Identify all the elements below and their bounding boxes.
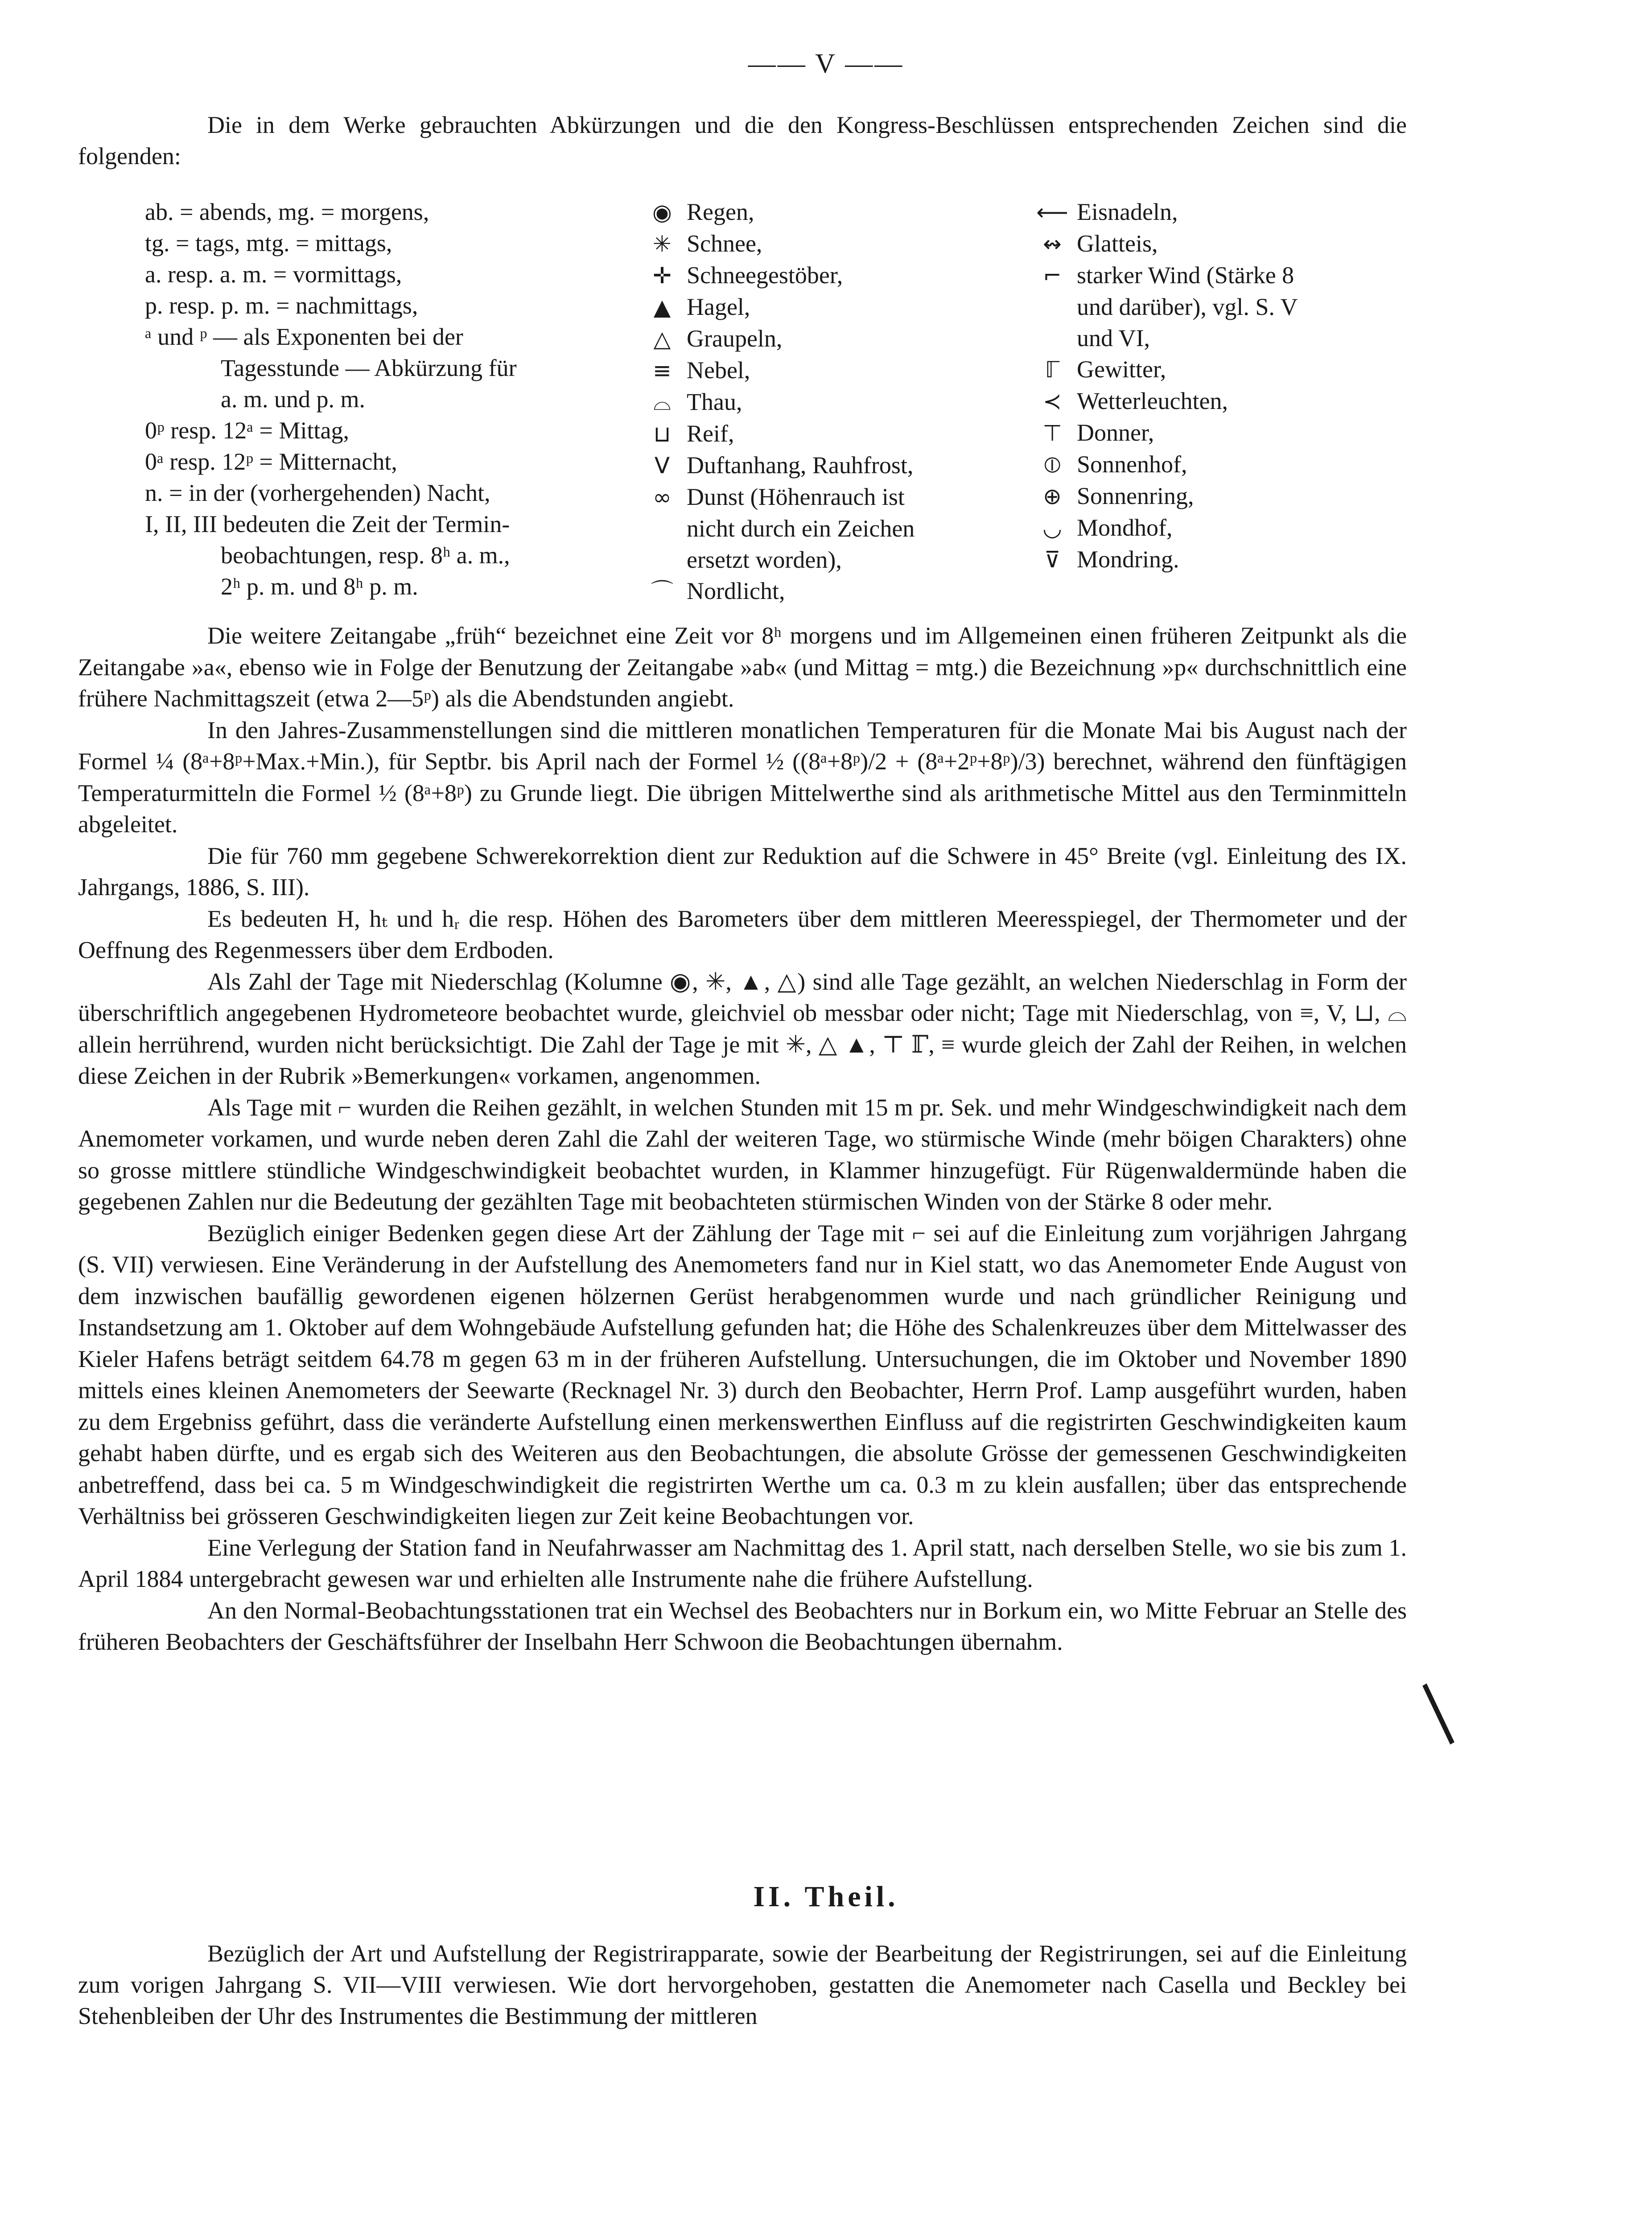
abbreviation-entry: a. m. und p. m. [221,386,365,413]
symbol-entry [1028,291,1429,322]
sheet-lightning-icon: ≺ [1043,388,1062,414]
symbol-label: Nordlicht, [687,578,785,604]
rime-icon: V [654,453,670,479]
symbol-entry [638,386,1083,418]
abbreviation-entry: ab. = abends, mg. = morgens, [145,198,429,225]
symbol-label: und darüber), vgl. S. V [1077,293,1298,320]
symbol-entry [1028,354,1429,385]
abbreviation-entry: 0ᵃ resp. 12ᵖ = Mitternacht, [145,448,397,475]
symbol-entry [1028,322,1429,354]
symbol-label: Mondhof, [1077,514,1173,541]
symbol-label: Schnee, [687,230,762,257]
symbol-label: nicht durch ein Zeichen [687,515,915,542]
abbreviation-entry: n. = in der (vorhergehenden) Nacht, [145,479,490,506]
abbreviation-entry: 2ʰ p. m. und 8ʰ p. m. [221,573,418,600]
page-number: —— V —— [748,49,904,79]
symbol-entry [638,513,1083,544]
lunar-corona-icon: ⊽ [1044,547,1061,573]
intro-text: Die in dem Werke gebrauchten Abkürzungen und die den Kongress-Beschlüssen entsprechenden Zeichen sind die folgenden: [78,112,1407,169]
symbol-entry [638,418,1083,450]
body-paragraph: An den Normal-Beobachtungsstationen trat ein Wechsel des Beobachters nur in Borkum ein, wo Mitte Februar an Stelle des früheren Beobachters der Geschäftsführer der Inselbahn Herr Schwoon die Beobachtungen übernahm. [78,1597,1407,1655]
symbol-entry [1028,385,1429,417]
symbol-label: Duftanhang, Rauhfrost, [687,452,914,479]
symbol-entry [1028,512,1429,544]
symbol-column-right [1028,196,1429,575]
symbol-label: Hagel, [687,293,750,320]
strong-wind-icon: ⌐ [1043,263,1062,289]
symbol-label: Schneegestöber, [687,262,843,289]
symbol-label: Dunst (Höhenrauch ist [687,483,905,510]
abbreviation-entry: 0ᵖ resp. 12ᵃ = Mittag, [145,417,349,444]
haze-icon: ∞ [653,484,672,510]
body-paragraph: Bezüglich einiger Bedenken gegen diese Art der Zählung der Tage mit ⌐ sei auf die Einleitung zum vorjährigen Jahrgang (S. VII) verwiesen. Eine Veränderung in der Aufstellung des Anemometers fand nur in Kiel statt, wo das Anemometer Ende August von dem inzwischen baufällig gewordenen eigenen hölzernen Gerüst herabgenommen wurde und nach gründlicher Reinigung und Instandsetzung am 1. Oktober auf dem Wohngebäude Aufstellung gefunden hat; die Höhe des Schalenkreuzes über dem Mittelwasser des Kieler Hafens beträgt seitdem 64.78 m gegen 63 m in der früheren Aufstellung. Untersuchungen, die im Oktober und November 1890 mittels eines kleinen Anemometers der Seewarte (Recknagel Nr. 3) durch den Beobachter, Herrn Prof. Lamp ausgeführt wurden, haben zu dem Ergebniss geführt, dass die veränderte Aufstellung einen merkenswerthen Einfluss auf die registrirten Geschwindigkeiten kaum gehabt haben dürfte, und es ergab sich des Weiteren aus den Beobachtungen, die absolute Grösse der gemessenen Geschwindigkeiten anbetreffend, dass bei ca. 5 m Windgeschwindigkeit die registrirten Werthe um ca. 0.3 m zu klein ausfallen; über das entsprechende Verhältniss bei grösseren Geschwindigkeiten liegen zur Zeit keine Beobachtungen vor. [78,1219,1407,1529]
body-paragraph: Eine Verlegung der Station fand in Neufahrwasser am Nachmittag des 1. April statt, nach derselben Stelle, wo sie bis zum 1. April 1884 untergebracht gewesen war und erhielten alle Instrumente nahe die frühere Aufstellung. [78,1534,1407,1592]
abbreviation-entry: beobachtungen, resp. 8ʰ a. m., [221,542,510,569]
solar-halo-icon: ⦶ [1044,452,1061,478]
symbol-entry [638,260,1083,291]
fog-icon: ≡ [653,358,672,384]
symbol-label: Thau, [687,388,742,415]
solar-corona-icon: ⊕ [1043,483,1062,509]
hail-icon: ▲ [653,294,671,320]
symbol-label: Sonnenring, [1077,483,1194,509]
abbreviation-legend [78,196,1416,604]
thunder-icon: ⊤ [1042,420,1062,446]
symbol-label: Glatteis, [1077,230,1158,257]
symbol-label: starker Wind (Stärke 8 [1077,262,1294,289]
symbol-entry [1028,480,1429,512]
abbreviation-entry: I, II, III bedeuten die Zeit der Termin- [145,511,510,537]
symbol-label: Mondring. [1077,546,1179,573]
symbol-label: Regen, [687,198,754,225]
thunderstorm-icon: ℾ [1045,357,1060,383]
symbol-entry [638,291,1083,323]
abbreviation-entry: p. resp. p. m. = nachmittags, [145,292,418,319]
symbol-label: Reif, [687,420,734,447]
abbreviation-entry: a. resp. a. m. = vormittags, [145,261,402,288]
symbol-entry [638,481,1083,513]
lunar-halo-icon: ◡ [1042,515,1062,541]
symbol-label: Eisnadeln, [1077,198,1178,225]
symbol-label: Nebel, [687,357,750,384]
body-paragraph: Die für 760 mm gegebene Schwerekorrektion dient zur Reduktion auf die Schwere in 45° Breite (vgl. Einleitung des IX. Jahrgangs, 1886, S. III). [78,842,1407,900]
abbreviation-entry: ᵃ und ᵖ — als Exponenten bei der [145,323,463,350]
symbol-label: Donner, [1077,419,1154,446]
symbol-label: Gewitter, [1077,356,1166,383]
glaze-icon: ↭ [1043,231,1062,257]
part2-text: Bezüglich der Art und Aufstellung der Registrirapparate, sowie der Bearbeitung der Registrirungen, sei auf die Einleitung zum vorigen Jahrgang S. VII—VIII verwiesen. Wie dort hervorgehoben, gestatten die Anemometer nach Casella und Beckley bei Stehenbleiben der Uhr des Instrumentes die Bestimmung der mittleren [78,1940,1407,2029]
margin-mark: \ [1419,1660,1457,1764]
symbol-entry [638,355,1083,386]
body-paragraph: Es bedeuten H, hₜ und hᵣ die resp. Höhen des Barometers über dem mittleren Meeresspiegel, der Thermometer und der Oeffnung des Regenmessers über dem Erdboden. [78,905,1407,963]
body-paragraph: Die weitere Zeitangabe „früh“ bezeichnet eine Zeit vor 8ʰ morgens und im Allgemeinen einen früheren Zeitpunkt als die Zeitangabe »a«, ebenso wie in Folge der Benutzung der Zeitangabe »ab« (und Mittag = mtg.) die Bezeichnung »p« durchschnittlich eine frühere Nachmittagszeit (etwa 2—5ᵖ) als die Abendstunden angiebt. [78,622,1407,712]
symbol-entry [638,544,1083,575]
body-paragraph: Als Tage mit ⌐ wurden die Reihen gezählt, in welchen Stunden mit 15 m pr. Sek. und mehr Windgeschwindigkeit nach dem Anemometer vorkamen, und wurde neben deren Zahl die Zahl der weiteren Tage, wo stürmische Winde (mehr böigen Charakters) ohne so grosse mittlere stündliche Windgeschwindigkeit beobachtet wurden, in Klammer hinzugefügt. Für Rügenwaldermünde haben die gegebenen Zahlen nur die Bedeutung der gezählten Tage mit beobachteten stürmischen Winden von der Stärke 8 oder mehr. [78,1094,1407,1215]
symbol-entry [1028,260,1429,291]
symbol-entry [1028,196,1429,228]
symbol-label: Wetterleuchten, [1077,388,1228,414]
symbol-entry [638,575,1083,607]
abbreviation-column [145,196,676,602]
symbol-column-middle [638,196,1083,607]
abbreviation-entry: tg. = tags, mtg. = mittags, [145,230,392,256]
ice-needles-icon: ⟵ [1036,199,1068,225]
body-text [78,620,1407,1658]
symbol-entry [1028,449,1429,480]
symbol-label: Graupeln, [687,325,783,352]
snow-icon: ✳ [653,231,672,257]
symbol-entry [638,228,1083,260]
hoarfrost-icon: ⊔ [653,421,671,447]
symbol-entry [638,450,1083,481]
graupel-icon: △ [653,326,671,352]
dew-icon: ⌓ [653,389,671,415]
section-title: II. Theil. [753,1880,899,1913]
snowdrift-icon: ✛ [653,263,672,289]
aurora-icon: ⌒ [651,578,673,604]
rain-icon: ◉ [652,199,672,225]
symbol-label: ersetzt worden), [687,546,842,573]
symbol-entry [1028,417,1429,449]
body-paragraph: Als Zahl der Tage mit Niederschlag (Kolumne ◉, ✳, ▲, △) sind alle Tage gezählt, an welchen Niederschlag in Form der überschriftlich angegebenen Hydrometeore beobachtet wurde, gleichviel ob messbar oder nicht; Tage mit Niederschlag, von ≡, V, ⊔, ⌓ allein herrührend, wurden nicht berücksichtigt. Die Zahl der Tage je mit ✳, △ ▲, ⊤ ℾ, ≡ wurde gleich der Zahl der Reihen, in welchen diese Zeichen in der Rubrik »Bemerkungen« vorkamen, angenommen. [78,968,1407,1089]
symbol-entry [1028,228,1429,260]
symbol-entry [1028,544,1429,575]
symbol-label: Sonnenhof, [1077,451,1187,478]
symbol-entry [638,323,1083,355]
symbol-label: und VI, [1077,325,1150,351]
abbreviation-entry: Tagesstunde — Abkürzung für [221,355,517,381]
body-paragraph: In den Jahres-Zusammenstellungen sind die mittleren monatlichen Temperaturen für die Monate Mai bis August nach der Formel ¼ (8ᵃ+8ᵖ+Max.+Min.), für Septbr. bis April nach der Formel ½ ((8ᵃ+8ᵖ)/2 + (8ᵃ+2ᵖ+8ᵖ)/3) berechnet, während den fünftägigen Temperaturmitteln die Formel ½ (8ᵃ+8ᵖ) zu Grunde liegt. Die übrigen Mittelwerthe sind als arithmetische Mittel aus den Terminmitteln abgeleitet. [78,716,1407,838]
symbol-entry [638,196,1083,228]
